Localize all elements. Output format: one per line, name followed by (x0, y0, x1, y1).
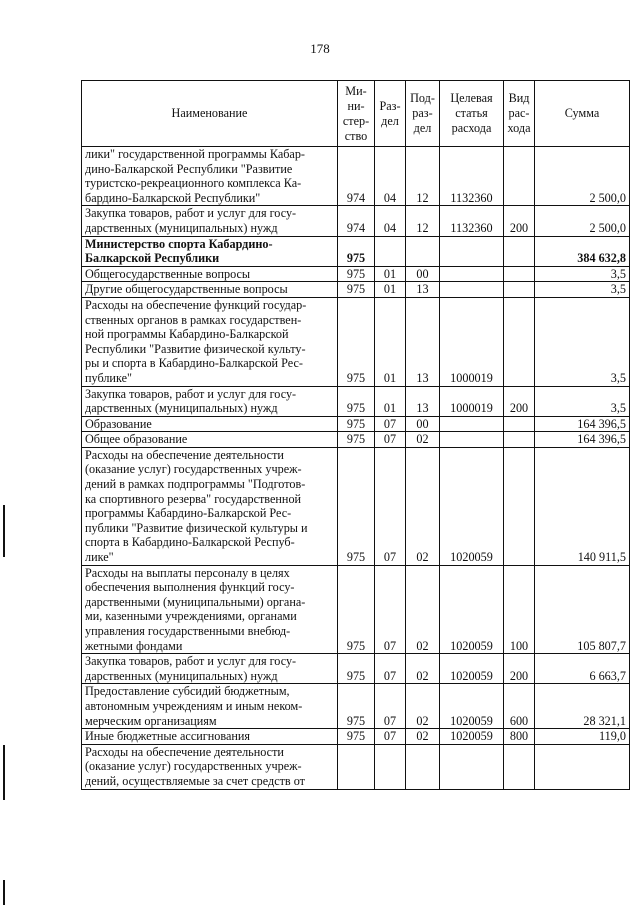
margin-mark (3, 505, 5, 557)
cell-name: Министерство спорта Кабардино- Балкарской Республики (82, 236, 338, 266)
cell-ministry: 974 (338, 206, 375, 236)
cell-target: 1132360 (440, 147, 504, 206)
cell-name: Закупка товаров, работ и услуг для госу- дарственных (муниципальных) нужд (82, 386, 338, 416)
cell-amount: 3,5 (535, 386, 630, 416)
header-name: Наименование (82, 81, 338, 147)
cell-subsection: 13 (406, 297, 440, 386)
cell-section: 07 (375, 729, 406, 745)
header-ministry: Ми- ни- стер- ство (338, 81, 375, 147)
table-row (82, 297, 630, 386)
table-row (82, 744, 630, 789)
cell-exp-type (504, 147, 535, 206)
cell-subsection: 02 (406, 729, 440, 745)
cell-subsection: 02 (406, 654, 440, 684)
page-number: 178 (310, 41, 330, 56)
cell-section: 07 (375, 416, 406, 432)
cell-target (440, 236, 504, 266)
cell-section: 07 (375, 654, 406, 684)
cell-ministry: 975 (338, 565, 375, 654)
cell-ministry: 975 (338, 297, 375, 386)
cell-subsection: 02 (406, 684, 440, 729)
cell-target (440, 416, 504, 432)
cell-amount: 384 632,8 (535, 236, 630, 266)
cell-ministry: 975 (338, 386, 375, 416)
table-row (82, 282, 630, 298)
table-row (82, 432, 630, 448)
table-row (82, 447, 630, 565)
cell-target: 1020059 (440, 565, 504, 654)
cell-name: Общегосударственные вопросы (82, 266, 338, 282)
cell-amount: 3,5 (535, 282, 630, 298)
cell-section (375, 236, 406, 266)
header-exp-type: Вид рас- хода (504, 81, 535, 147)
cell-exp-type (504, 266, 535, 282)
cell-target: 1020059 (440, 729, 504, 745)
cell-ministry: 975 (338, 447, 375, 565)
cell-subsection (406, 236, 440, 266)
cell-name: Расходы на обеспечение деятельности (оказание услуг) государственных учреж- дений в рамках подпрограммы "Подготов- ка спортивного резерва" государственной программы Кабардино-Балкарской Рес- публики "Развитие физической культуры и спорта в Кабардино-Балкарской Респуб- лике" (82, 447, 338, 565)
cell-section: 04 (375, 206, 406, 236)
cell-amount: 105 807,7 (535, 565, 630, 654)
cell-subsection: 02 (406, 447, 440, 565)
cell-amount: 3,5 (535, 297, 630, 386)
cell-target: 1000019 (440, 297, 504, 386)
table-row (82, 416, 630, 432)
cell-target: 1000019 (440, 386, 504, 416)
cell-amount: 140 911,5 (535, 447, 630, 565)
cell-name: Закупка товаров, работ и услуг для госу- дарственных (муниципальных) нужд (82, 206, 338, 236)
cell-exp-type: 200 (504, 386, 535, 416)
cell-ministry: 974 (338, 147, 375, 206)
cell-target (440, 744, 504, 789)
cell-exp-type: 200 (504, 654, 535, 684)
cell-exp-type (504, 416, 535, 432)
cell-amount: 2 500,0 (535, 147, 630, 206)
cell-subsection: 02 (406, 565, 440, 654)
cell-subsection: 13 (406, 282, 440, 298)
margin-mark (3, 880, 5, 905)
cell-exp-type (504, 744, 535, 789)
header-section: Раз- дел (375, 81, 406, 147)
cell-ministry: 975 (338, 282, 375, 298)
cell-ministry: 975 (338, 684, 375, 729)
cell-name: Расходы на выплаты персоналу в целях обеспечения выполнения функций госу- дарственными (муниципальными) органа- ми, казенными учреждениями, органами управления государственными внебюд- жетными фондами (82, 565, 338, 654)
table-row (82, 147, 630, 206)
cell-amount: 164 396,5 (535, 432, 630, 448)
cell-ministry: 975 (338, 729, 375, 745)
cell-target: 1020059 (440, 684, 504, 729)
cell-section: 04 (375, 147, 406, 206)
cell-exp-type (504, 297, 535, 386)
cell-subsection: 00 (406, 416, 440, 432)
cell-amount: 28 321,1 (535, 684, 630, 729)
table-row (82, 729, 630, 745)
cell-section: 07 (375, 447, 406, 565)
cell-target (440, 282, 504, 298)
cell-amount: 2 500,0 (535, 206, 630, 236)
cell-name: Другие общегосударственные вопросы (82, 282, 338, 298)
header-subsection: Под- раз- дел (406, 81, 440, 147)
cell-section: 01 (375, 386, 406, 416)
cell-subsection: 13 (406, 386, 440, 416)
cell-section (375, 744, 406, 789)
cell-name: Общее образование (82, 432, 338, 448)
table-row (82, 236, 630, 266)
cell-name: Предоставление субсидий бюджетным, автономным учреждениям и иным неком- мерческим организациям (82, 684, 338, 729)
cell-name: Расходы на обеспечение деятельности (оказание услуг) государственных учреж- дений, осуществляемые за счет средств от (82, 744, 338, 789)
cell-name: лики" государственной программы Кабар- дино-Балкарской Республики "Развитие туристско-рекреационного комплекса Ка- бардино-Балкарской Республики" (82, 147, 338, 206)
cell-amount: 164 396,5 (535, 416, 630, 432)
cell-exp-type (504, 282, 535, 298)
cell-amount (535, 744, 630, 789)
cell-name: Закупка товаров, работ и услуг для госу- дарственных (муниципальных) нужд (82, 654, 338, 684)
cell-subsection: 12 (406, 206, 440, 236)
cell-subsection: 02 (406, 432, 440, 448)
cell-section: 01 (375, 282, 406, 298)
table-row (82, 206, 630, 236)
cell-exp-type: 800 (504, 729, 535, 745)
table-row (82, 386, 630, 416)
cell-subsection: 12 (406, 147, 440, 206)
budget-table (81, 80, 630, 790)
cell-amount: 119,0 (535, 729, 630, 745)
cell-section: 07 (375, 684, 406, 729)
header-target: Целевая статья расхода (440, 81, 504, 147)
cell-ministry: 975 (338, 654, 375, 684)
cell-target: 1020059 (440, 447, 504, 565)
cell-target: 1132360 (440, 206, 504, 236)
cell-amount: 3,5 (535, 266, 630, 282)
cell-exp-type: 100 (504, 565, 535, 654)
cell-ministry: 975 (338, 236, 375, 266)
cell-section: 07 (375, 565, 406, 654)
cell-section: 07 (375, 432, 406, 448)
cell-subsection (406, 744, 440, 789)
cell-ministry: 975 (338, 416, 375, 432)
cell-ministry (338, 744, 375, 789)
cell-exp-type: 600 (504, 684, 535, 729)
cell-exp-type (504, 447, 535, 565)
table-header-row (82, 81, 630, 147)
table-row (82, 654, 630, 684)
cell-ministry: 975 (338, 266, 375, 282)
table-row (82, 684, 630, 729)
cell-target: 1020059 (440, 654, 504, 684)
margin-mark (3, 745, 5, 800)
cell-target (440, 432, 504, 448)
table-row (82, 565, 630, 654)
cell-amount: 6 663,7 (535, 654, 630, 684)
table-row (82, 266, 630, 282)
cell-section: 01 (375, 297, 406, 386)
cell-name: Образование (82, 416, 338, 432)
cell-target (440, 266, 504, 282)
cell-name: Расходы на обеспечение функций государ- ственных органов в рамках государствен- ной программы Кабардино-Балкарской Республики "Развитие физической культу- ры и спорта в Кабардино-Балкарской Рес- публике" (82, 297, 338, 386)
cell-subsection: 00 (406, 266, 440, 282)
header-amount: Сумма (535, 81, 630, 147)
cell-exp-type (504, 432, 535, 448)
cell-ministry: 975 (338, 432, 375, 448)
cell-exp-type (504, 236, 535, 266)
cell-exp-type: 200 (504, 206, 535, 236)
cell-name: Иные бюджетные ассигнования (82, 729, 338, 745)
cell-section: 01 (375, 266, 406, 282)
